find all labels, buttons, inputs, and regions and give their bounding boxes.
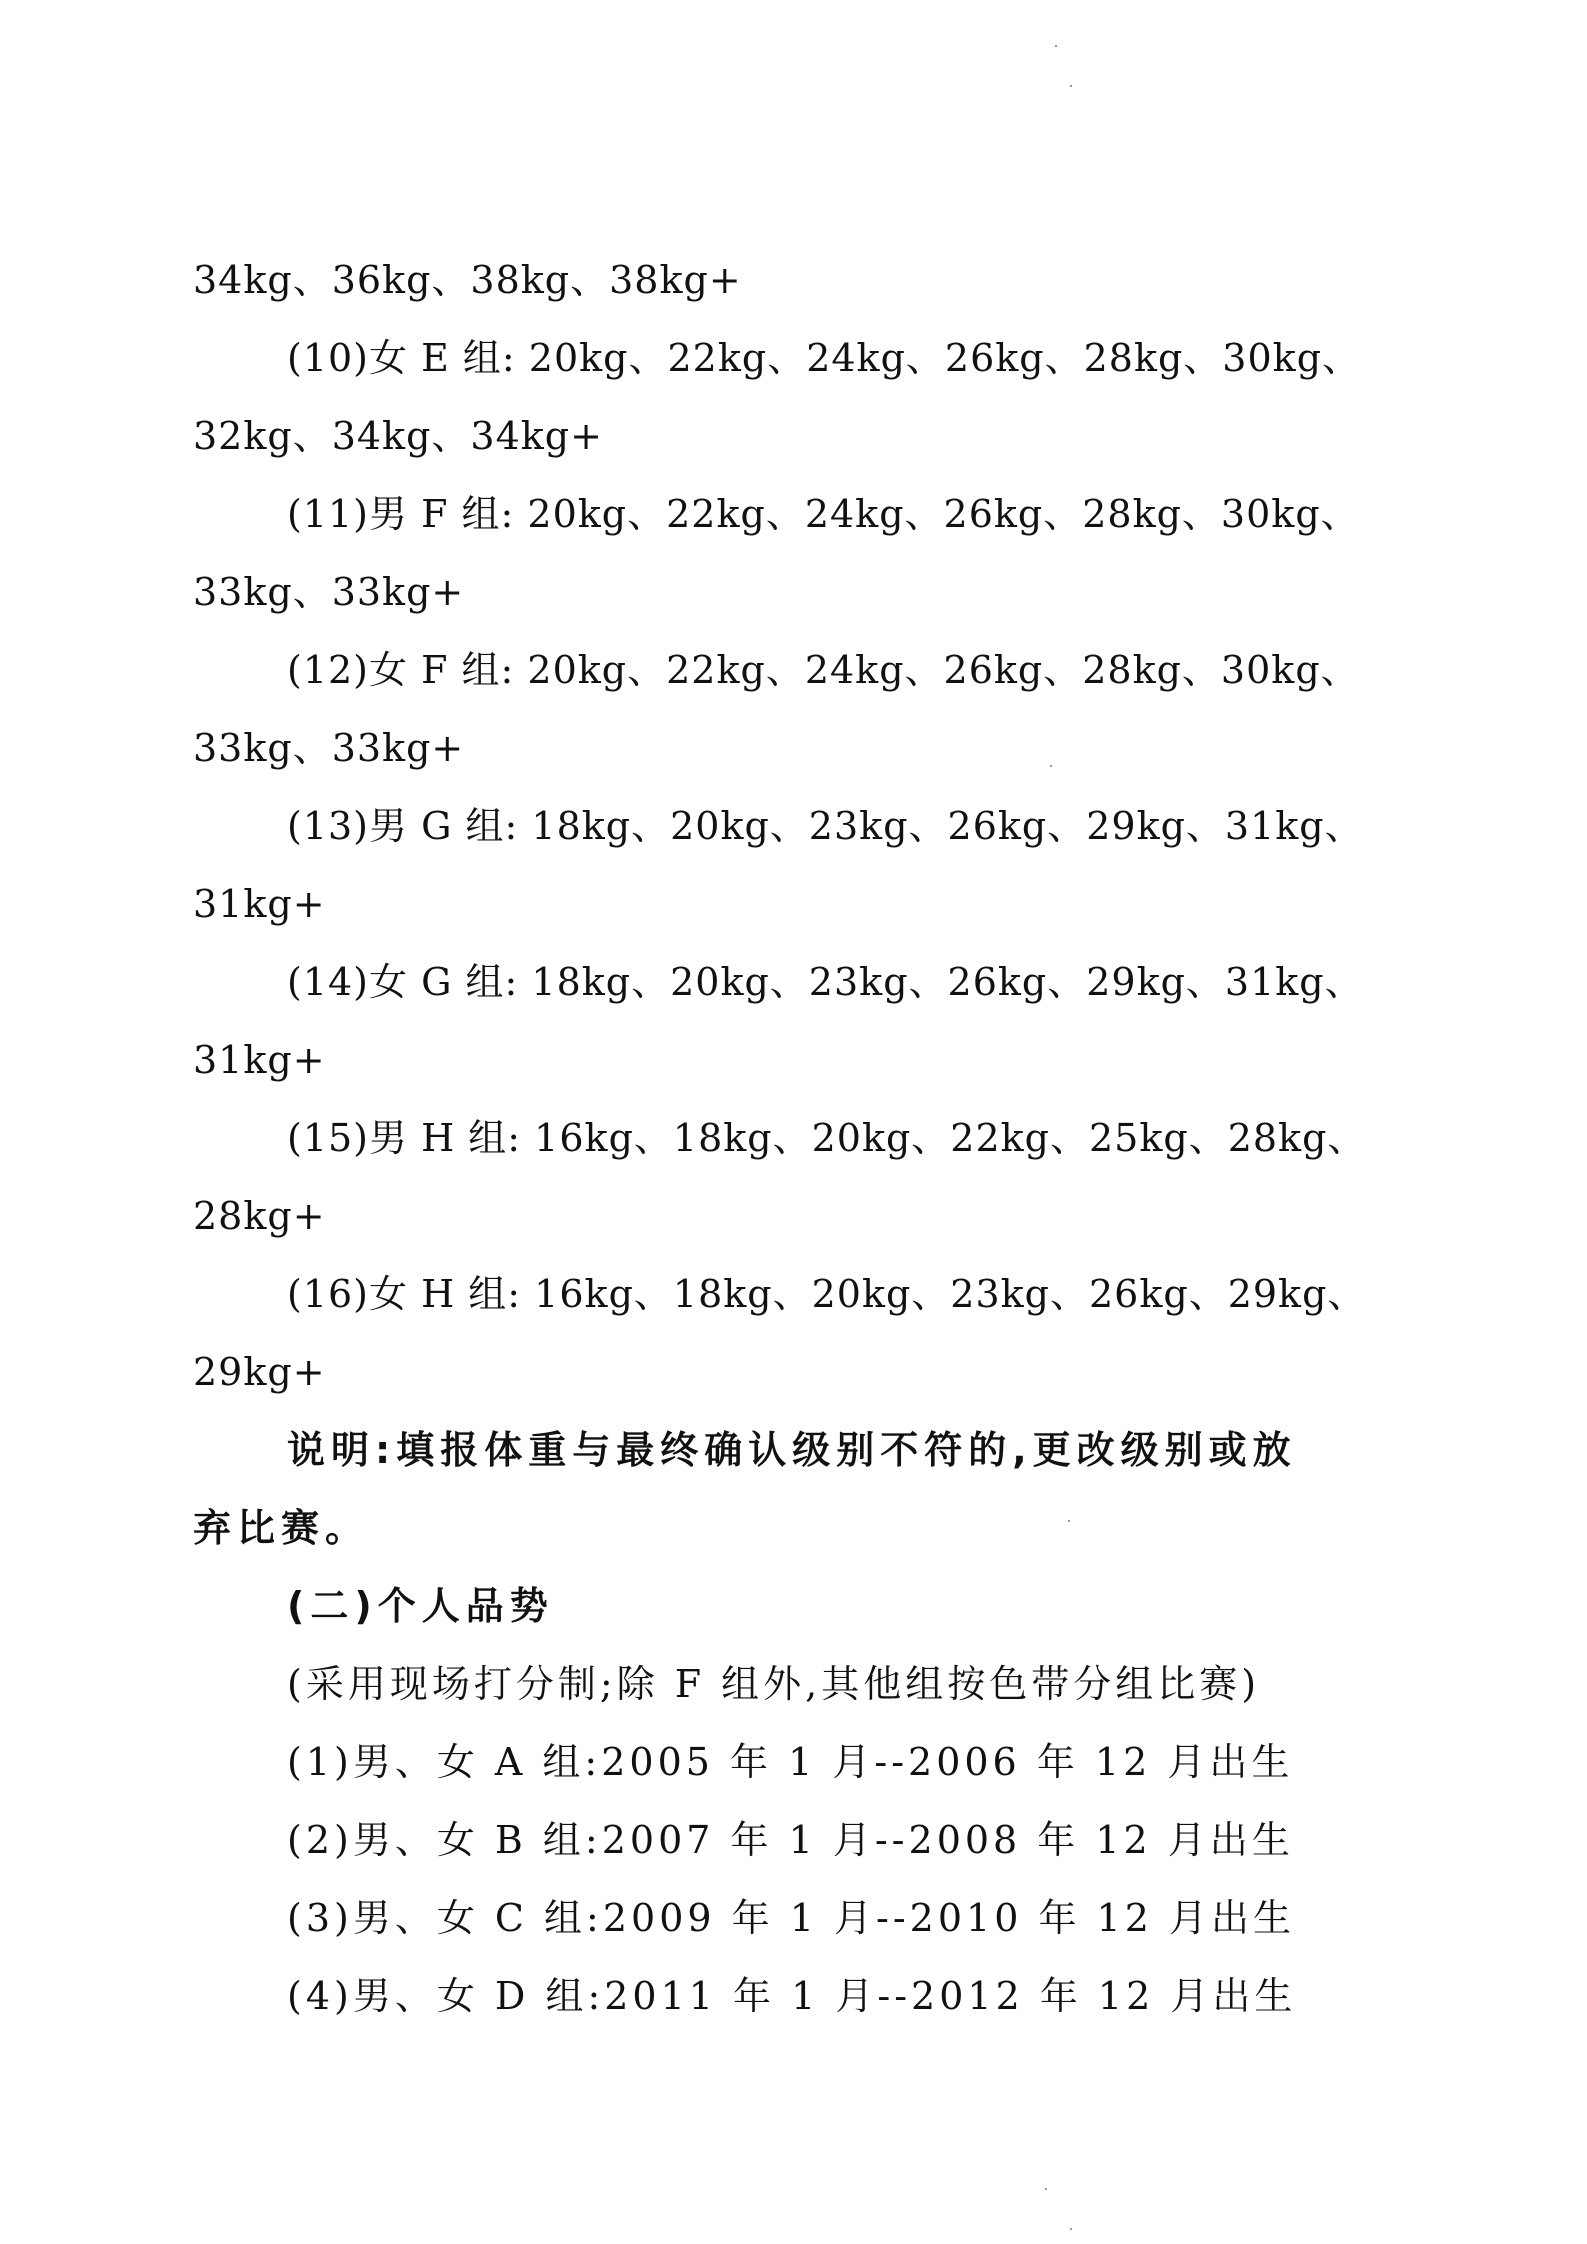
age-group-line: (4)男、女 D 组:2011 年 1 月--2012 年 12 月出生	[287, 1974, 1297, 2018]
weight-class-line: (14)女 G 组: 18kg、20kg、23kg、26kg、29kg、31kg、	[287, 960, 1364, 1004]
scan-speck	[1055, 45, 1057, 47]
age-group-line: (1)男、女 A 组:2005 年 1 月--2006 年 12 月出生	[287, 1740, 1294, 1784]
weight-class-line: 33kg、33kg+	[193, 570, 465, 614]
note-line: 说明:填报体重与最终确认级别不符的,更改级别或放	[287, 1428, 1297, 1472]
scan-speck	[1070, 85, 1072, 87]
weight-class-line: 31kg+	[193, 1038, 326, 1082]
section-note: (采用现场打分制;除 F 组外,其他组按色带分组比赛)	[287, 1662, 1261, 1706]
age-group-line: (2)男、女 B 组:2007 年 1 月--2008 年 12 月出生	[287, 1818, 1294, 1862]
weight-class-line: (11)男 F 组: 20kg、22kg、24kg、26kg、28kg、30kg、	[287, 492, 1360, 536]
age-group-line: (3)男、女 C 组:2009 年 1 月--2010 年 12 月出生	[287, 1896, 1295, 1940]
weight-class-line: (12)女 F 组: 20kg、22kg、24kg、26kg、28kg、30kg、	[287, 648, 1360, 692]
scan-speck	[1070, 2228, 1072, 2230]
weight-class-line: 32kg、34kg、34kg+	[193, 414, 603, 458]
weight-class-line: (13)男 G 组: 18kg、20kg、23kg、26kg、29kg、31kg、	[287, 804, 1364, 848]
section-heading: (二)个人品势	[287, 1584, 554, 1628]
weight-class-line: 34kg、36kg、38kg、38kg+	[193, 258, 742, 302]
weight-class-line: 31kg+	[193, 882, 326, 926]
weight-class-line: (16)女 H 组: 16kg、18kg、20kg、23kg、26kg、29kg、	[287, 1272, 1367, 1316]
weight-class-line: (15)男 H 组: 16kg、18kg、20kg、22kg、25kg、28kg、	[287, 1116, 1367, 1160]
weight-class-line: 28kg+	[193, 1194, 326, 1238]
weight-class-line: (10)女 E 组: 20kg、22kg、24kg、26kg、28kg、30kg、	[287, 336, 1362, 380]
weight-class-line: 29kg+	[193, 1350, 326, 1394]
scan-speck	[1045, 2188, 1047, 2190]
note-line: 弃比赛。	[193, 1506, 370, 1550]
weight-class-line: 33kg、33kg+	[193, 726, 465, 770]
scan-speck	[1050, 765, 1052, 767]
scan-speck	[1068, 1520, 1070, 1522]
